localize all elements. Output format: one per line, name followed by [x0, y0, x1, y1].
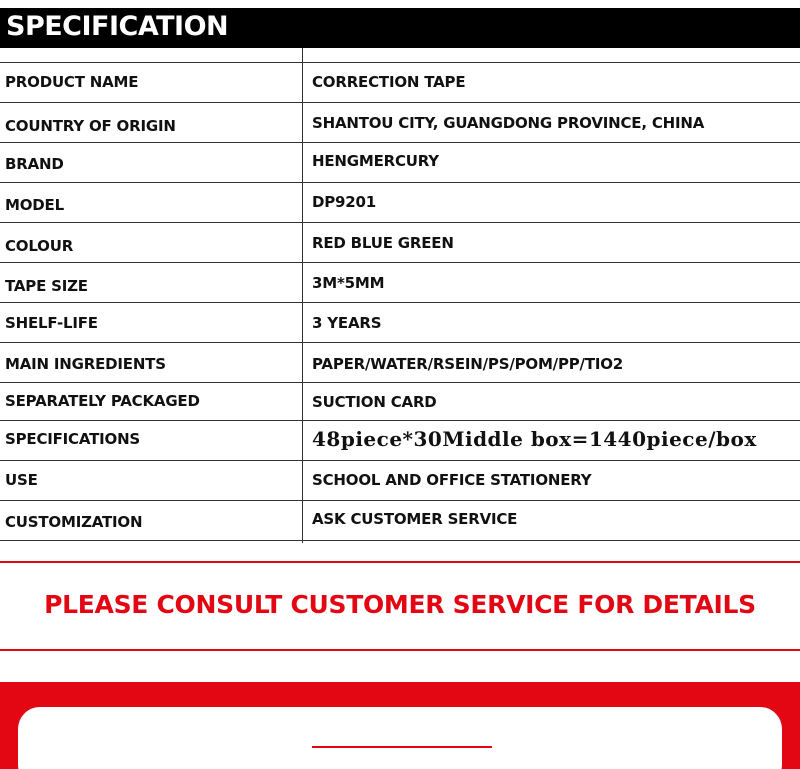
notice-bottom-rule	[0, 649, 800, 651]
column-divider	[302, 48, 303, 543]
spec-header-title: SPECIFICATION	[6, 11, 229, 42]
white-card	[18, 707, 782, 769]
row-value: ASK CUSTOMER SERVICE	[312, 510, 518, 528]
row-value: SCHOOL AND OFFICE STATIONERY	[312, 471, 592, 489]
table-row	[0, 63, 800, 103]
table-spacer-row	[0, 48, 800, 63]
row-label: SEPARATELY PACKAGED	[5, 392, 200, 410]
notice-top-rule	[0, 561, 800, 563]
table-row	[0, 263, 800, 303]
table-row	[0, 461, 800, 501]
table-row	[0, 343, 800, 383]
row-value: 48piece*30Middle box=1440piece/box	[312, 427, 757, 451]
row-value: 3M*5MM	[312, 274, 385, 292]
row-label: SHELF-LIFE	[5, 314, 98, 332]
table-row	[0, 501, 800, 541]
table-row	[0, 143, 800, 183]
row-label: BRAND	[5, 155, 64, 173]
row-value: PAPER/WATER/RSEIN/PS/POM/PP/TIO2	[312, 355, 624, 373]
table-row	[0, 383, 800, 421]
row-value: CORRECTION TAPE	[312, 73, 466, 91]
table-row	[0, 421, 800, 461]
row-label: USE	[5, 471, 38, 489]
spec-table	[0, 48, 800, 541]
notice-text: PLEASE CONSULT CUSTOMER SERVICE FOR DETAILS	[44, 590, 756, 619]
table-row	[0, 303, 800, 343]
row-label: PRODUCT NAME	[5, 73, 139, 91]
row-label: MAIN INGREDIENTS	[5, 355, 166, 373]
row-label: SPECIFICATIONS	[5, 430, 141, 448]
row-value: SHANTOU CITY, GUANGDONG PROVINCE, CHINA	[312, 114, 705, 132]
row-label: CUSTOMIZATION	[5, 513, 143, 531]
row-value: SUCTION CARD	[312, 393, 437, 411]
row-label: TAPE SIZE	[5, 277, 88, 295]
table-row	[0, 183, 800, 223]
row-value: RED BLUE GREEN	[312, 234, 454, 252]
row-label: MODEL	[5, 196, 64, 214]
row-label: COLOUR	[5, 237, 74, 255]
row-label: COUNTRY OF ORIGIN	[5, 117, 176, 135]
row-value: 3 YEARS	[312, 314, 382, 332]
row-value: HENGMERCURY	[312, 152, 439, 170]
table-row	[0, 223, 800, 263]
card-title-underline	[312, 746, 492, 748]
table-row	[0, 103, 800, 143]
row-value: DP9201	[312, 193, 376, 211]
